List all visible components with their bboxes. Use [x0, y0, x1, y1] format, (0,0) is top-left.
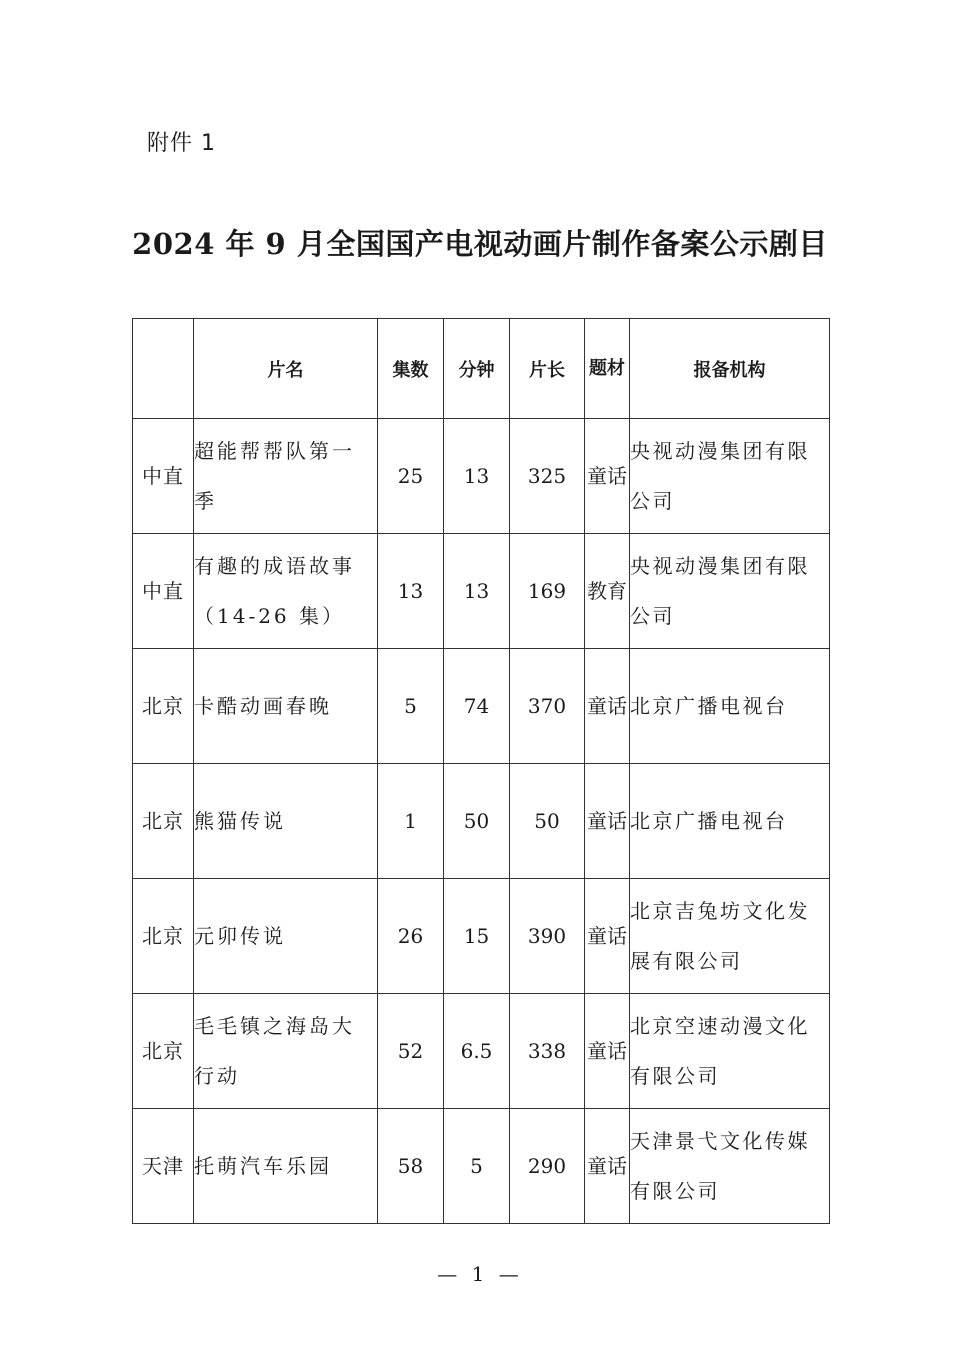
cell-minutes: 15 [444, 879, 510, 994]
cell-episodes: 1 [378, 764, 444, 879]
cell-episodes: 26 [378, 879, 444, 994]
cell-name: 熊猫传说 [194, 764, 378, 879]
cell-org: 北京空速动漫文化有限公司 [630, 994, 830, 1109]
header-region [133, 319, 194, 419]
header-org: 报备机构 [630, 319, 830, 419]
cell-length: 370 [510, 649, 585, 764]
cell-length: 338 [510, 994, 585, 1109]
cell-length: 390 [510, 879, 585, 994]
table-row [133, 879, 830, 994]
cell-episodes: 58 [378, 1109, 444, 1224]
cell-name: 有趣的成语故事（14-26 集） [194, 534, 378, 649]
cell-region: 中直 [133, 419, 194, 534]
cell-name: 卡酷动画春晚 [194, 649, 378, 764]
cell-name: 元卯传说 [194, 879, 378, 994]
cell-episodes: 52 [378, 994, 444, 1109]
cell-org: 央视动漫集团有限公司 [630, 534, 830, 649]
table-row [133, 534, 830, 649]
table-row [133, 764, 830, 879]
cell-org: 天津景弋文化传媒有限公司 [630, 1109, 830, 1224]
table-row [133, 1109, 830, 1224]
cell-name: 毛毛镇之海岛大行动 [194, 994, 378, 1109]
cell-episodes: 5 [378, 649, 444, 764]
cell-genre: 童话 [585, 649, 630, 764]
table-row [133, 649, 830, 764]
table-row [133, 419, 830, 534]
cell-minutes: 50 [444, 764, 510, 879]
cell-name: 超能帮帮队第一季 [194, 419, 378, 534]
header-length: 片长 [510, 319, 585, 419]
cell-name: 托萌汽车乐园 [194, 1109, 378, 1224]
document-title: 2024 年 9 月全国国产电视动画片制作备案公示剧目 [132, 227, 828, 261]
cell-genre: 童话 [585, 419, 630, 534]
cell-genre: 童话 [585, 994, 630, 1109]
cell-length: 50 [510, 764, 585, 879]
attachment-label: 附件 1 [147, 131, 216, 156]
cell-length: 325 [510, 419, 585, 534]
table-row [133, 994, 830, 1109]
cell-region: 北京 [133, 649, 194, 764]
cell-episodes: 25 [378, 419, 444, 534]
cell-region: 天津 [133, 1109, 194, 1224]
cell-genre: 童话 [585, 879, 630, 994]
header-episodes: 集数 [378, 319, 444, 419]
cell-minutes: 13 [444, 419, 510, 534]
cell-region: 北京 [133, 879, 194, 994]
cell-region: 北京 [133, 764, 194, 879]
table-header-row [133, 319, 830, 419]
header-genre: 题材 [585, 319, 630, 419]
cell-org: 北京广播电视台 [630, 649, 830, 764]
header-name: 片名 [194, 319, 378, 419]
cell-minutes: 6.5 [444, 994, 510, 1109]
page-number: — 1 — [437, 1262, 523, 1286]
cell-genre: 教育 [585, 534, 630, 649]
cell-genre: 童话 [585, 764, 630, 879]
header-minutes: 分钟 [444, 319, 510, 419]
cell-length: 290 [510, 1109, 585, 1224]
cell-minutes: 5 [444, 1109, 510, 1224]
cell-region: 北京 [133, 994, 194, 1109]
cell-length: 169 [510, 534, 585, 649]
cell-org: 北京广播电视台 [630, 764, 830, 879]
cell-minutes: 13 [444, 534, 510, 649]
cell-episodes: 13 [378, 534, 444, 649]
cell-region: 中直 [133, 534, 194, 649]
filing-table [132, 318, 830, 1224]
cell-org: 央视动漫集团有限公司 [630, 419, 830, 534]
cell-genre: 童话 [585, 1109, 630, 1224]
cell-org: 北京吉兔坊文化发展有限公司 [630, 879, 830, 994]
cell-minutes: 74 [444, 649, 510, 764]
